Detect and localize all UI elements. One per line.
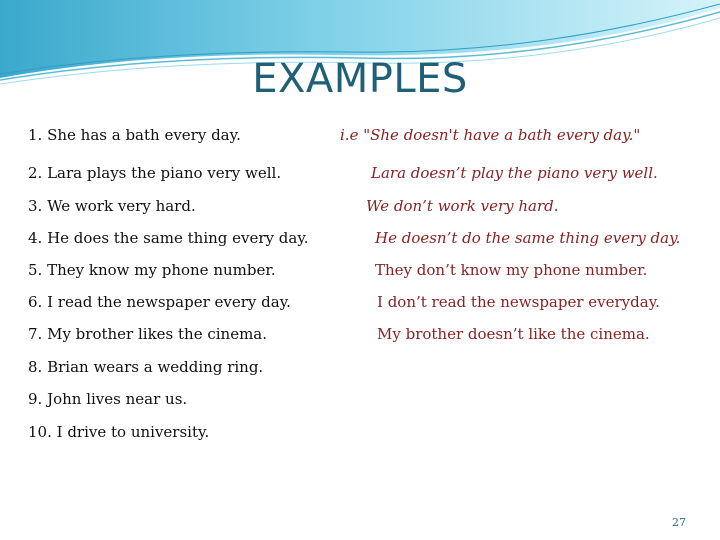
negative-answer-5: They don’t know my phone number. (375, 261, 648, 279)
example-sentence-8: 8. Brian wears a wedding ring. (28, 358, 264, 376)
example-sentence-10: 10. I drive to university. (28, 423, 210, 441)
negative-answer-2: Lara doesn’t play the piano very well. (371, 164, 658, 182)
example-sentence-7: 7. My brother likes the cinema. (28, 325, 268, 343)
example-sentence-4: 4. He does the same thing every day. (28, 229, 309, 247)
example-sentence-5: 5. They know my phone number. (28, 261, 276, 279)
example-sentence-2: 2. Lara plays the piano very well. (28, 164, 282, 182)
page-number: 27 (672, 516, 686, 529)
slide-title: EXAMPLES (252, 56, 468, 102)
example-sentence-3: 3. We work very hard. (28, 197, 196, 215)
negative-answer-7: My brother doesn’t like the cinema. (377, 325, 650, 343)
negative-answer-1: i.e "She doesn't have a bath every day." (340, 126, 641, 144)
example-sentence-6: 6. I read the newspaper every day. (28, 293, 291, 311)
example-sentence-9: 9. John lives near us. (28, 390, 188, 408)
example-sentence-1: 1. She has a bath every day. (28, 126, 241, 144)
negative-answer-4: He doesn’t do the same thing every day. (375, 229, 681, 247)
negative-answer-3: We don’t work very hard. (366, 197, 559, 215)
negative-answer-6: I don’t read the newspaper everyday. (377, 293, 660, 311)
